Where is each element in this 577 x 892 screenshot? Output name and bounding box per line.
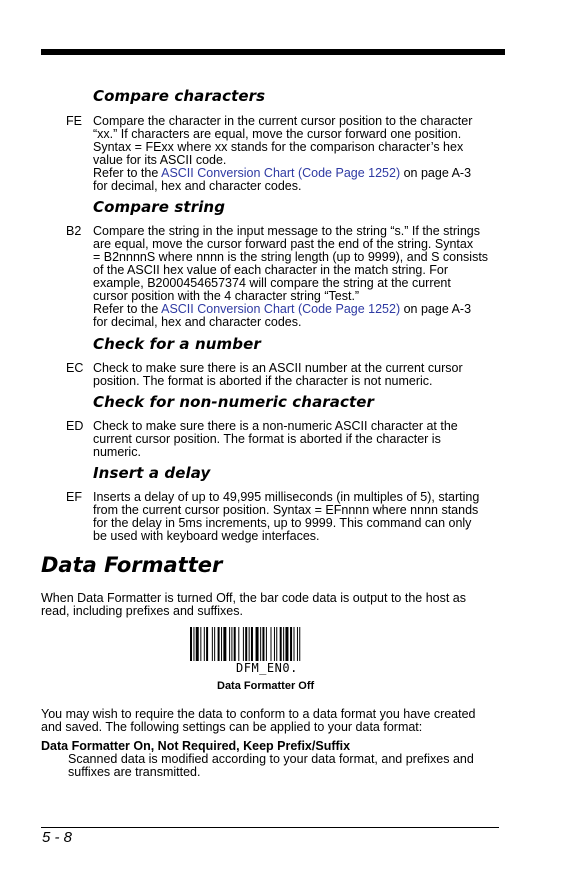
- barcode-bar: [204, 627, 205, 661]
- footer-rule: [41, 827, 499, 828]
- barcode-bar: [260, 627, 261, 661]
- barcode-bar: [218, 627, 220, 661]
- text-line: for decimal, hex and character codes.: [93, 315, 302, 329]
- desc-compare-string: [93, 225, 505, 329]
- barcode-bar: [229, 627, 230, 661]
- barcode-bar: [274, 627, 275, 661]
- code-ed: ED: [66, 419, 84, 433]
- text-line: current cursor position. The format is aborted if the character is: [93, 432, 441, 446]
- text-line: are equal, move the cursor forward past the end of the string. Syntax: [93, 237, 474, 251]
- text-line: Check to make sure there is a non-numeric ASCII character at the: [93, 419, 458, 433]
- barcode-bar: [190, 627, 192, 661]
- barcode-bar: [283, 627, 284, 661]
- ref-prefix: Refer to the: [93, 302, 162, 316]
- code-fe: FE: [66, 114, 82, 128]
- barcode-bar: [297, 627, 298, 661]
- barcode-bar: [243, 627, 244, 661]
- text-line: be used with keyboard wedge interfaces.: [93, 529, 320, 543]
- barcode-bar: [221, 627, 222, 661]
- barcode-bar: [212, 627, 213, 661]
- text-line: Check to make sure there is an ASCII number at the current cursor: [93, 361, 463, 375]
- barcode-bar: [290, 627, 292, 661]
- section-intro: [41, 592, 501, 618]
- barcode-bar: [276, 627, 277, 661]
- text-line: Syntax = FExx where xx stands for the comparison character’s hex: [93, 140, 464, 154]
- barcode-bar: [245, 627, 247, 661]
- barcode-bar: [280, 627, 282, 661]
- barcode-bar: [223, 627, 226, 661]
- option-description: [68, 753, 508, 779]
- barcode-bar: [285, 627, 288, 661]
- heading-compare-characters: Compare characters: [93, 87, 266, 105]
- barcode-bar: [256, 627, 259, 661]
- text-line: When Data Formatter is turned Off, the bar code data is output to the host as: [41, 591, 466, 605]
- barcode-bar: [266, 627, 267, 661]
- text-line: and saved. The following settings can be applied to your data format:: [41, 720, 423, 734]
- text-line: cursor position with the 4 character string “Test.”: [93, 289, 360, 303]
- text-line: for the delay in 5ms increments, up to 9999. This command can only: [93, 516, 472, 530]
- ref-suffix: on page A-3: [400, 302, 472, 316]
- code-ef: EF: [66, 490, 82, 504]
- barcode-bar: [231, 627, 232, 661]
- heading-insert-delay: Insert a delay: [93, 464, 211, 482]
- barcode-bar: [200, 627, 201, 661]
- text-line: of the ASCII hex value of each character in the match string. For: [93, 263, 449, 277]
- text-line: Inserts a delay of up to 49,995 milliseconds (in multiples of 5), starting: [93, 490, 480, 504]
- text-line: for decimal, hex and character codes.: [93, 179, 302, 193]
- text-line: value for its ASCII code.: [93, 153, 227, 167]
- code-b2: B2: [66, 224, 82, 238]
- barcode-bar: [238, 627, 239, 661]
- barcode-bar: [262, 627, 264, 661]
- desc-check-non-numeric: [93, 420, 505, 459]
- barcode-bar: [271, 627, 272, 661]
- barcode-bar: [214, 627, 215, 661]
- heading-check-non-numeric: Check for non-numeric character: [93, 393, 375, 411]
- text-line: You may wish to require the data to conform to a data format you have created: [41, 707, 476, 721]
- section-para2: [41, 708, 501, 734]
- barcode-bar: [193, 627, 194, 661]
- barcode-bar: [251, 627, 253, 661]
- header-rule: [41, 49, 505, 55]
- code-ec: EC: [66, 361, 84, 375]
- option-title: Data Formatter On, Not Required, Keep Prefix/Suffix: [41, 739, 351, 753]
- barcode-image[interactable]: [190, 627, 350, 661]
- text-line: read, including prefixes and suffixes.: [41, 604, 243, 618]
- text-line: Compare the character in the current cursor position to the character: [93, 114, 473, 128]
- ascii-chart-link[interactable]: ASCII Conversion Chart (Code Page 1252): [161, 302, 401, 316]
- desc-check-number: [93, 362, 505, 388]
- desc-insert-delay: [93, 491, 505, 543]
- desc-compare-characters: [93, 115, 505, 193]
- text-line: numeric.: [93, 445, 141, 459]
- heading-check-number: Check for a number: [93, 335, 261, 353]
- text-line: position. The format is aborted if the character is not numeric.: [93, 374, 433, 388]
- barcode-bar: [206, 627, 208, 661]
- text-line: = B2nnnnS where nnnn is the string length (up to 9999), and S consists: [93, 250, 489, 264]
- text-line: from the current cursor position. Syntax = EFnnnn where nnnn stands: [93, 503, 479, 517]
- section-title: Data Formatter: [41, 553, 223, 577]
- heading-compare-string: Compare string: [93, 198, 226, 216]
- barcode-bar: [299, 627, 300, 661]
- barcode-text: DFM_EN0.: [236, 661, 298, 675]
- ref-prefix: Refer to the: [93, 166, 162, 180]
- text-line: suffixes are transmitted.: [68, 765, 201, 779]
- page-number: 5 - 8: [42, 829, 73, 846]
- text-line: Scanned data is modified according to your data format, and prefixes and: [68, 752, 474, 766]
- barcode-bar: [249, 627, 250, 661]
- ref-suffix: on page A-3: [400, 166, 472, 180]
- barcode-caption: Data Formatter Off: [217, 680, 315, 692]
- ascii-chart-link[interactable]: ASCII Conversion Chart (Code Page 1252): [161, 166, 401, 180]
- barcode-bar: [234, 627, 236, 661]
- text-line: Compare the string in the input message to the string “s.” If the strings: [93, 224, 480, 238]
- text-line: example, B2000454657374 will compare the string at the current: [93, 276, 451, 290]
- barcode-bar: [196, 627, 199, 661]
- barcode-bar: [294, 627, 295, 661]
- text-line: “xx.” If characters are equal, move the cursor forward one position.: [93, 127, 462, 141]
